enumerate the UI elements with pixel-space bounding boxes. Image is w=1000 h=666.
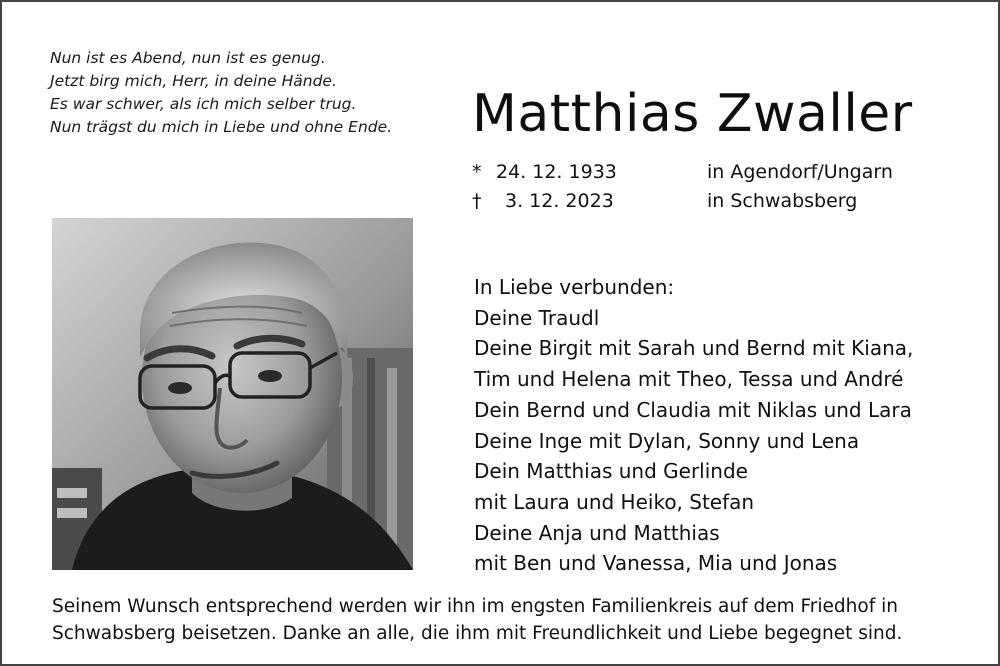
birth-symbol: * bbox=[472, 161, 482, 183]
poem-line: Jetzt birg mich, Herr, in deine Hände. bbox=[50, 72, 337, 90]
birth-date: 24. 12. 1933 bbox=[496, 161, 617, 183]
family-line: In Liebe verbunden: bbox=[474, 275, 675, 299]
family-list bbox=[474, 272, 913, 579]
family-line: Deine Birgit mit Sarah und Bernd mit Kiana, bbox=[474, 336, 914, 361]
birth-place: in Agendorf/Ungarn bbox=[707, 161, 893, 183]
portrait-photo bbox=[52, 218, 413, 570]
death-date: 3. 12. 2023 bbox=[505, 190, 614, 212]
family-line: Tim und Helena mit Theo, Tessa und André bbox=[474, 367, 904, 392]
deceased-name: Matthias Zwaller bbox=[472, 84, 913, 144]
death-row bbox=[472, 187, 912, 216]
family-line: Deine Inge mit Dylan, Sonny und Lena bbox=[474, 428, 860, 453]
closing-line: Schwabsberg beisetzen. Danke an alle, die ihm mit Freundlichkeit und Liebe begegnet sind. bbox=[52, 623, 903, 644]
closing-text bbox=[52, 593, 902, 647]
poem bbox=[50, 47, 392, 139]
closing-line: Seinem Wunsch entsprechend werden wir ihn im engsten Familienkreis auf dem Friedhof in bbox=[52, 596, 898, 617]
family-line: Dein Bernd und Claudia mit Niklas und Lara bbox=[474, 397, 912, 422]
poem-line: Nun trägst du mich in Liebe und ohne Ende. bbox=[50, 118, 393, 136]
family-line: mit Laura und Heiko, Stefan bbox=[474, 489, 755, 514]
birth-row bbox=[472, 158, 912, 187]
family-line: Deine Anja und Matthias bbox=[474, 520, 720, 545]
family-line: Deine Traudl bbox=[474, 305, 600, 330]
death-place: in Schwabsberg bbox=[707, 190, 858, 212]
portrait-photo-icon bbox=[52, 218, 413, 570]
family-line: Dein Matthias und Gerlinde bbox=[474, 459, 748, 484]
life-dates bbox=[472, 158, 912, 216]
family-line: mit Ben und Vanessa, Mia und Jonas bbox=[474, 551, 838, 576]
cross-symbol: † bbox=[472, 190, 482, 212]
poem-line: Nun ist es Abend, nun ist es genug. bbox=[50, 49, 326, 67]
poem-line: Es war schwer, als ich mich selber trug. bbox=[50, 95, 357, 113]
